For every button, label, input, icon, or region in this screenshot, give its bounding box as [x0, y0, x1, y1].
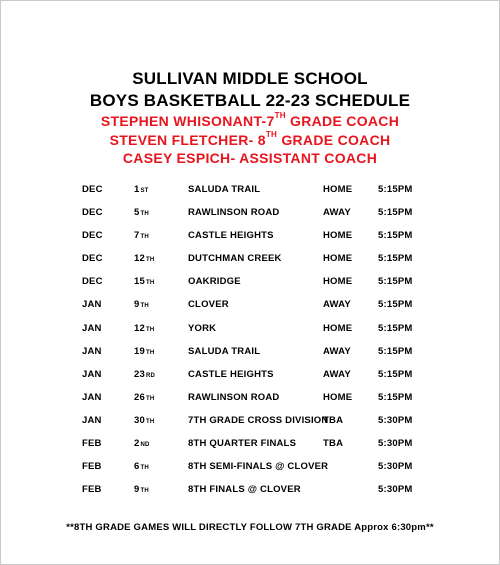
game-opponent: SALUDA TRAIL	[188, 184, 261, 195]
game-day: 23RD	[134, 368, 156, 380]
schedule-row	[0, 461, 500, 484]
game-month: JAN	[82, 299, 102, 311]
schedule-row	[0, 207, 500, 230]
game-location: AWAY	[323, 345, 351, 357]
school-name: SULLIVAN MIDDLE SCHOOL	[132, 69, 368, 88]
schedule-row	[0, 230, 500, 253]
game-location: HOME	[323, 276, 353, 288]
game-time: 5:15PM	[378, 207, 413, 219]
game-time: 5:15PM	[378, 322, 413, 334]
game-opponent: 8TH FINALS @ CLOVER	[188, 484, 301, 496]
game-month: DEC	[82, 184, 103, 195]
game-location: TBA	[323, 414, 344, 426]
game-time: 5:15PM	[378, 345, 413, 357]
game-day: 9TH	[134, 299, 149, 311]
coach-line-3: CASEY ESPICH- ASSISTANT COACH	[122, 150, 378, 166]
game-month: FEB	[82, 484, 102, 496]
game-day: 9TH	[134, 484, 149, 496]
game-opponent: CASTLE HEIGHTS	[188, 368, 274, 380]
game-time: 5:15PM	[378, 391, 413, 403]
game-month: DEC	[82, 253, 103, 265]
game-opponent: CLOVER	[188, 299, 229, 311]
game-time: 5:30PM	[378, 484, 413, 496]
game-day: 2ND	[134, 438, 150, 450]
game-location: AWAY	[323, 368, 351, 380]
game-month: JAN	[82, 391, 102, 403]
game-time: 5:15PM	[378, 299, 413, 311]
game-month: JAN	[82, 368, 102, 380]
game-opponent: DUTCHMAN CREEK	[188, 253, 282, 265]
game-time: 5:30PM	[378, 414, 413, 426]
schedule-row	[0, 253, 500, 276]
game-day: 1ST	[134, 184, 149, 195]
game-day: 30TH	[134, 414, 155, 426]
game-time: 5:15PM	[378, 184, 413, 195]
game-month: JAN	[82, 322, 102, 334]
game-opponent: RAWLINSON ROAD	[188, 207, 280, 219]
schedule-row	[0, 299, 500, 322]
game-time: 5:15PM	[378, 230, 413, 242]
schedule-row	[0, 438, 500, 461]
schedule-row	[0, 484, 500, 507]
schedule-row	[0, 392, 500, 415]
game-day: 12TH	[134, 253, 155, 265]
game-month: JAN	[82, 414, 102, 426]
game-location: HOME	[323, 253, 353, 265]
game-day: 15TH	[134, 276, 155, 288]
game-opponent: 8TH SEMI-FINALS @ CLOVER	[188, 461, 329, 473]
game-location: HOME	[323, 184, 353, 195]
game-location: HOME	[323, 391, 353, 403]
game-opponent: 7TH GRADE CROSS DIVISION	[188, 414, 329, 426]
game-location: AWAY	[323, 207, 351, 219]
game-opponent: CASTLE HEIGHTS	[188, 230, 274, 242]
game-opponent: SALUDA TRAIL	[188, 345, 261, 357]
game-time: 5:15PM	[378, 253, 413, 265]
schedule-row	[0, 369, 500, 392]
schedule-table	[0, 184, 500, 507]
schedule-row	[0, 276, 500, 299]
schedule-row	[0, 184, 500, 207]
game-day: 26TH	[134, 391, 155, 403]
footnote: **8TH GRADE GAMES WILL DIRECTLY FOLLOW 7TH GRADE Approx 6:30pm**	[66, 522, 434, 533]
coach-line-1: STEPHEN WHISONANT-7TH GRADE COACH	[100, 111, 400, 129]
game-day: 7TH	[134, 230, 149, 242]
game-time: 5:15PM	[378, 276, 413, 288]
game-month: FEB	[82, 438, 102, 450]
coach-line-2: STEVEN FLETCHER- 8TH GRADE COACH	[109, 129, 391, 148]
game-time: 5:15PM	[378, 368, 413, 380]
schedule-row	[0, 346, 500, 369]
game-month: DEC	[82, 230, 103, 242]
schedule-header	[0, 68, 500, 168]
game-time: 5:30PM	[378, 438, 413, 450]
game-day: 12TH	[134, 322, 155, 334]
game-month: JAN	[82, 345, 102, 357]
game-opponent: OAKRIDGE	[188, 276, 241, 288]
game-month: FEB	[82, 461, 102, 473]
schedule-row	[0, 415, 500, 438]
schedule-title: BOYS BASKETBALL 22-23 SCHEDULE	[89, 91, 411, 110]
game-opponent: 8TH QUARTER FINALS	[188, 438, 297, 450]
game-opponent: RAWLINSON ROAD	[188, 391, 280, 403]
game-location: AWAY	[323, 299, 351, 311]
game-time: 5:30PM	[378, 461, 413, 473]
game-location: HOME	[323, 230, 353, 242]
game-opponent: YORK	[188, 322, 217, 334]
game-location: HOME	[323, 322, 353, 334]
game-day: 6TH	[134, 461, 149, 473]
game-day: 5TH	[134, 207, 149, 219]
game-location: TBA	[323, 438, 344, 450]
game-day: 19TH	[134, 345, 155, 357]
game-month: DEC	[82, 207, 103, 219]
schedule-row	[0, 323, 500, 346]
game-month: DEC	[82, 276, 103, 288]
